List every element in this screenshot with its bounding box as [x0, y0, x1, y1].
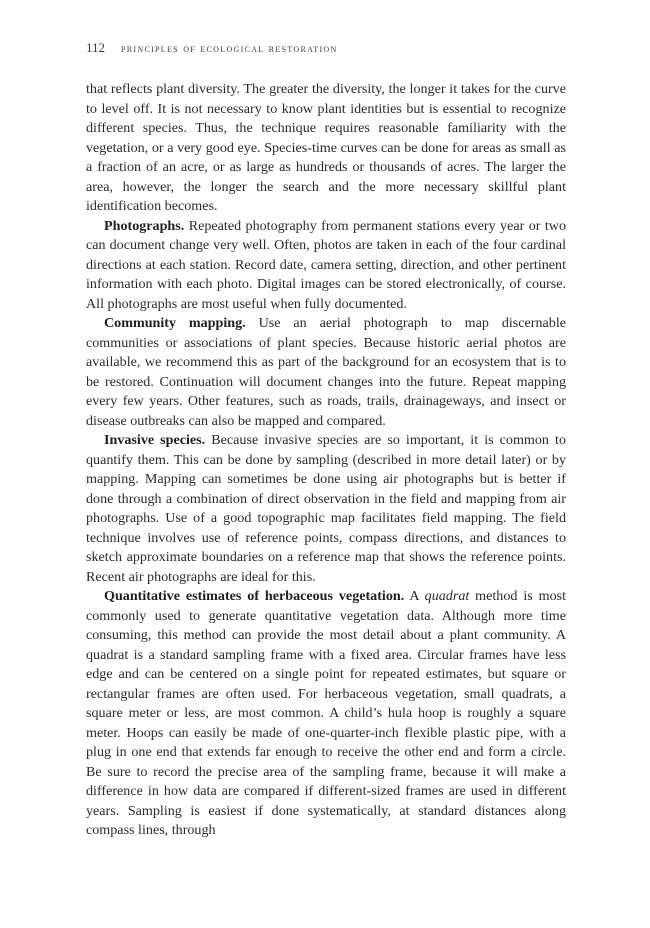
paragraph-text: Because invasive species are so important, it is common to quantify them. This can be done by sampling (described in more detail later) or by mapping. Mapping can sometimes be done using air photographs but is better if done through a combination of direct observation in the field and mapping from air photographs. Use of a good topographic map facilitates field mapping. The field technique involves use of reference points, compass directions, and distances to sketch approximate boundaries on a reference map that shows the reference points. Recent air photographs are ideal for this.: [86, 432, 567, 585]
book-page: [86, 40, 566, 841]
paragraph-quantitative-estimates: [86, 587, 566, 841]
section-heading-quantitative-estimates: Quantitative estimates of herbaceous vegetation.: [104, 588, 405, 604]
paragraph-photographs: [86, 217, 566, 315]
book-title: principles of ecological restoration: [121, 41, 338, 55]
paragraph-invasive-species: [86, 431, 566, 587]
section-heading-community-mapping: Community mapping.: [104, 315, 246, 331]
paragraph-community-mapping: [86, 314, 566, 431]
body-text: [86, 80, 566, 841]
paragraph-text: Use an aerial photograph to map discernable communities or associations of plant species. Because historic aerial photos are available, we recommend this as part of the background for an ecosystem that is to be restored. Continuation will document changes into the future. Repeat mapping every few years. Other features, such as roads, trails, drainageways, and insect or disease outbreaks can also be mapped and compared.: [86, 315, 566, 429]
paragraph-text-lead: A: [404, 588, 425, 604]
section-heading-invasive-species: Invasive species.: [104, 432, 206, 448]
paragraph-text: that reflects plant diversity. The greater the diversity, the longer it takes for the curve to level off. It is not necessary to know plant identities but is essential to recognize different species. Thus, the technique requires reasonable familiarity with the vegetation, or a very good eye. Species-time curves can be done for areas as small as a fraction of an acre, or as large as hundreds or thousands of acres. The larger the area, however, the longer the search and the more necessary skillful plant identification becomes.: [86, 81, 566, 214]
page-number: 112: [86, 40, 106, 55]
section-heading-photographs: Photographs.: [104, 217, 185, 234]
paragraph-species-time-continued: [86, 80, 566, 217]
paragraph-text: method is most commonly used to generate quantitative vegetation data. Although more time consuming, this method can provide the most detail about a plant community. A quadrat is a standard sampling frame with a fixed area. Circular frames have less edge and can be centered on a single point for repeated estimates, but square or rectangular frames are often used. For herbaceous vegetation, small quadrats, a square meter or less, are most common. A child’s hula hoop is roughly a square meter. Hoops can easily be made of one-quarter-inch flexible plastic pipe, with a plug in one end that extends far enough to receive the other end and form a circle. Be sure to record the precise area of the sampling frame, because it will make a difference in how data are compared if different-sized frames are used in different years. Sampling is easiest if done systematically, at standard distances along compass lines, through: [86, 588, 567, 838]
emphasized-term: quadrat: [424, 588, 470, 604]
paragraph-text: Repeated photography from permanent stations every year or two can document change very well. Often, photos are taken in each of the four cardinal directions at each station. Record date, camera setting, direction, and other pertinent information with each photo. Digital images can be stored electronically, of course. All photographs are most useful when fully documented.: [86, 217, 566, 312]
running-head: [86, 40, 566, 56]
